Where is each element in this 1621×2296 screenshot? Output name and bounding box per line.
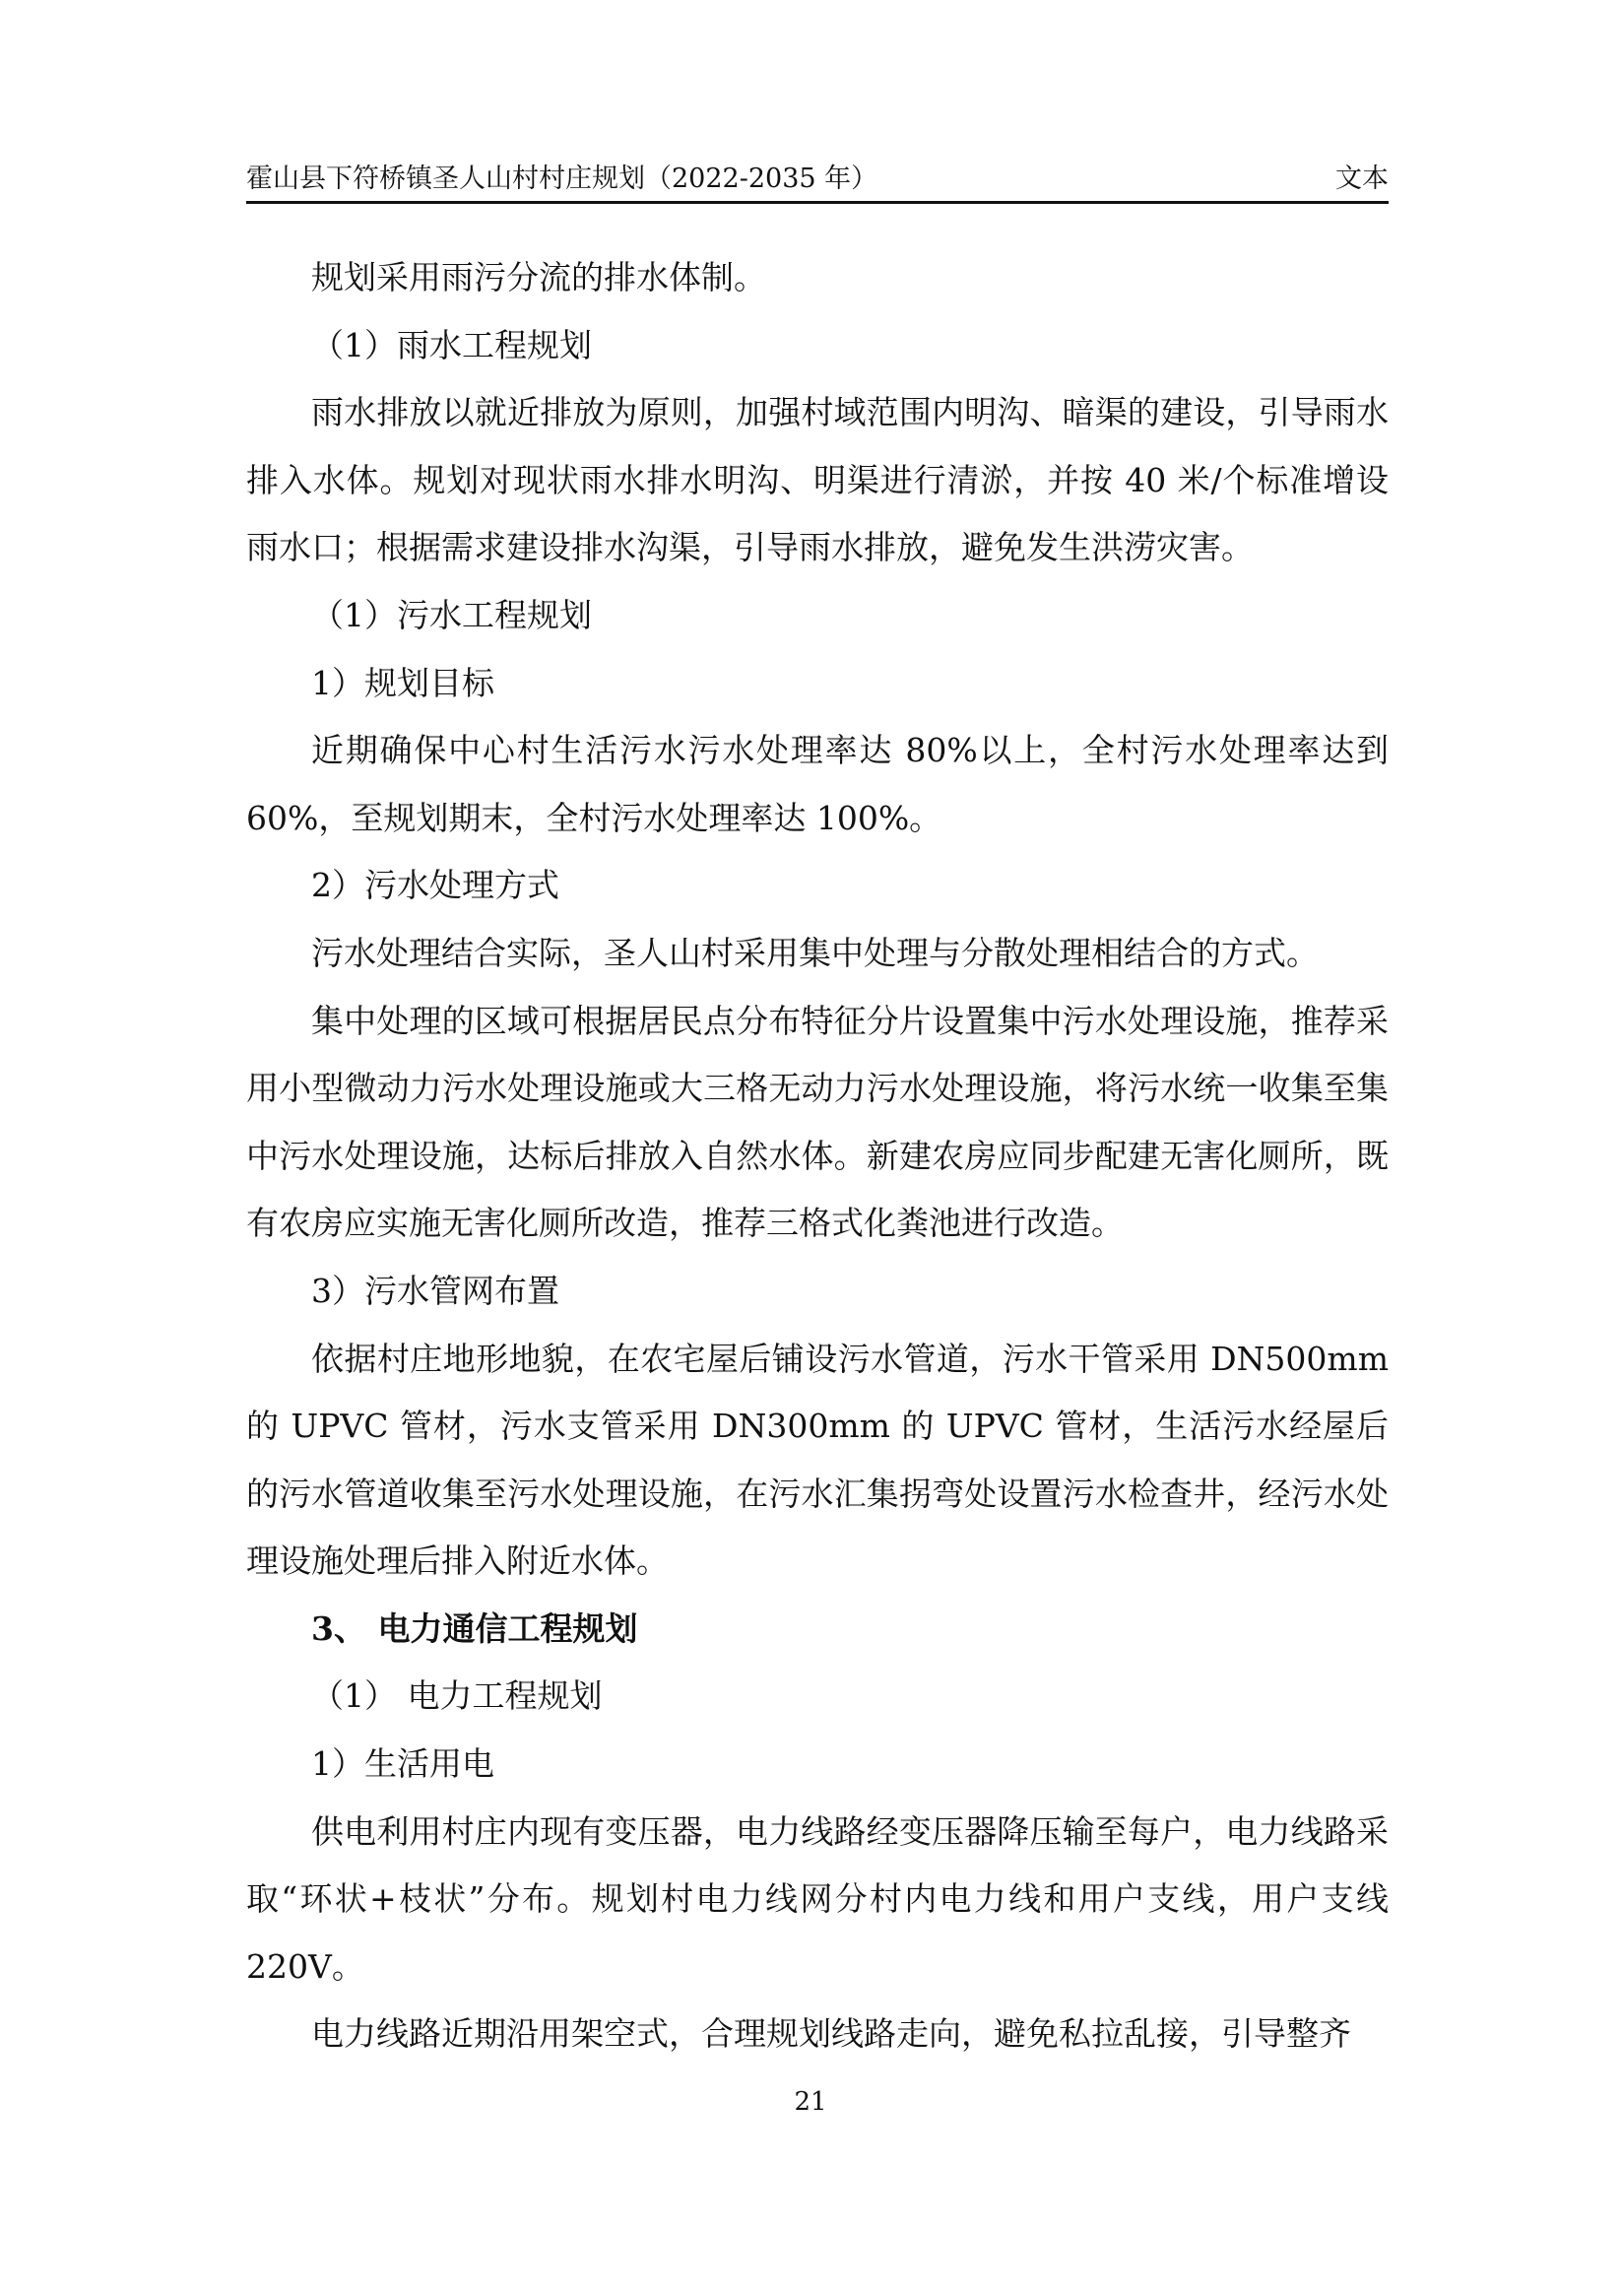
header-doc-type: 文本 — [1335, 164, 1389, 194]
page-number: 21 — [794, 2087, 827, 2117]
paragraph: 供电利用村庄内现有变压器，电力线路经变压器降压输至每户，电力线路采取“环状+枝状”分布。规划村电力线网分村内电力线和用户支线，用户支线 220V。 — [246, 1811, 1389, 1986]
paragraph: 电力线路近期沿用架空式，合理规划线路走向，避免私拉乱接，引导整齐 — [311, 2014, 1351, 2054]
subheading: 3）污水管网布置 — [311, 1271, 559, 1310]
running-header — [246, 160, 1389, 199]
paragraph: 污水处理结合实际，圣人山村采用集中处理与分散处理相结合的方式。 — [311, 933, 1319, 972]
header-title: 霍山县下符桥镇圣人山村村庄规划（2022-2035 年） — [246, 164, 878, 194]
paragraph: 规划采用雨污分流的排水体制。 — [311, 258, 766, 296]
paragraph: 雨水排放以就近排放为原则，加强村域范围内明沟、暗渠的建设，引导雨水排入水体。规划对现状雨水排水明沟、明渠进行清淤，并按 40 米/个标准增设雨水口；根据需求建设排水沟渠，引导雨水排放，避免发生洪涝灾害。 — [246, 393, 1389, 567]
paragraph: 集中处理的区域可根据居民点分布特征分片设置集中污水处理设施，推荐采用小型微动力污水处理设施或大三格无动力污水处理设施，将污水统一收集至集中污水处理设施，达标后排放入自然水体。新建农房应同步配建无害化厕所，既有农房应实施无害化厕所改造，推荐三格式化粪池进行改造。 — [246, 1001, 1389, 1243]
subheading: 1）生活用电 — [311, 1744, 494, 1784]
subheading: （1）雨水工程规划 — [311, 325, 592, 364]
subheading: 2）污水处理方式 — [311, 866, 559, 905]
body-text — [246, 244, 1389, 2068]
subheading: 1）规划目标 — [311, 663, 494, 702]
paragraph: 近期确保中心村生活污水污水处理率达 80%以上，全村污水处理率达到 60%，至规划期末，全村污水处理率达 100%。 — [246, 731, 1389, 837]
subheading: （1）污水工程规划 — [311, 595, 592, 634]
header-rule — [246, 201, 1389, 204]
subheading: （1） 电力工程规划 — [311, 1676, 603, 1716]
paragraph: 依据村庄地形地貌，在农宅屋后铺设污水管道，污水干管采用 DN500mm 的 UPVC 管材，污水支管采用 DN300mm 的 UPVC 管材，生活污水经屋后的污水管道收集至污水处理设施，在污水汇集拐弯处设置污水检查井，经污水处理设施处理后排入附近水体。 — [246, 1339, 1389, 1581]
section-heading: 3、 电力通信工程规划 — [311, 1608, 638, 1648]
